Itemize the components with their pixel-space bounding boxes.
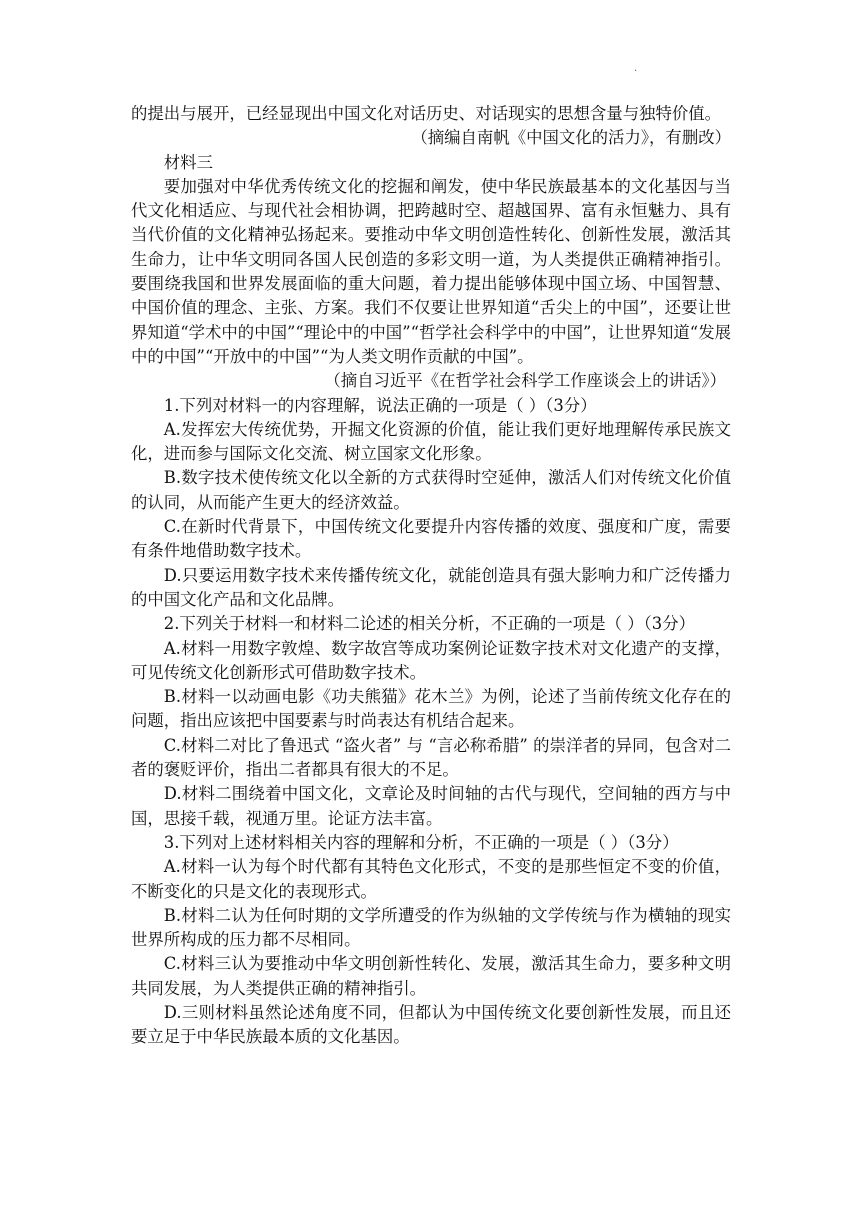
option-a: A.材料一认为每个时代都有其特色文化形式，不变的是那些恒定不变的价值，不断变化的只是文化的表现形式。 bbox=[131, 857, 731, 901]
intro-paragraph: 的提出与展开，已经显现出中国文化对话历史、对话现实的思想含量与独特价值。 bbox=[131, 104, 722, 123]
option-d: D.材料二围绕着中国文化，文章论及时间轴的古代与现代，空间轴的西方与中国，思接千载，视通万里。论证方法丰富。 bbox=[131, 784, 731, 828]
option-a: A.材料一用数字敦煌、数字故宫等成功案例论证数字技术对文化遗产的支撑，可见传统文化创新形式可借助数字技术。 bbox=[131, 638, 731, 682]
material3-source: （摘自习近平《在哲学社会科学工作座谈会上的讲话》） bbox=[324, 371, 726, 391]
option-d: D.只要运用数字技术来传播传统文化，就能创造具有强大影响力和广泛传播力的中国文化产品和文化品牌。 bbox=[131, 565, 731, 609]
question-3 bbox=[131, 831, 731, 1050]
option-c: C.材料二对比了鲁迅式 “盗火者” 与 “言必称希腊” 的崇洋者的异同，包含对二者的褒贬评价，指出二者都具有很大的不足。 bbox=[131, 735, 731, 780]
option-b: B.数字技术使传统文化以全新的方式获得时空延伸，激活人们对传统文化价值的认同，从而能产生更大的经济效益。 bbox=[131, 468, 731, 512]
question-stem: 3.下列对上述材料相关内容的理解和分析，不正确的一项是（ ）（3分） bbox=[163, 832, 679, 852]
option-d: D.三则材料虽然论述角度不同，但都认为中国传统文化要创新性发展，而且还要立足于中华民族最本质的文化基因。 bbox=[131, 1002, 731, 1047]
material3-heading: 材料三 bbox=[163, 152, 213, 172]
document-body bbox=[131, 102, 731, 1050]
question-2 bbox=[131, 612, 731, 831]
material3-body: 要加强对中华优秀传统文化的挖掘和阐发，使中华民族最基本的文化基因与当代文化相适应、与现代社会相协调，把跨越时空、超越国界、富有永恒魅力、具有当代价值的文化精神弘扬起来。要推动中华文明创造性转化、创新性发展，激活其生命力，让中华文明同各国人民创造的多彩文明一道，为人类提供正确精神指引。要围绕我国和世界发展面临的重大问题，着力提出能够体现中国立场、中国智慧、中国价值的理念、主张、方案。我们不仅要让世界知道“舌尖上的中国”，还要让世界知道“学术中的中国”“理论中的中国”“哲学社会科学中的中国”，让世界知道“发展中的中国”“开放中的中国”“为人类文明作贡献的中国”。 bbox=[131, 176, 731, 366]
option-c: C.在新时代背景下，中国传统文化要提升内容传播的效度、强度和广度，需要有条件地借助数字技术。 bbox=[131, 517, 731, 561]
question-stem: 1.下列对材料一的内容理解，说法正确的一项是（ ）（3分） bbox=[163, 395, 597, 415]
option-b: B.材料一以动画电影《功夫熊猫》花木兰》为例，论述了当前传统文化存在的问题，指出应该把中国要素与时尚表达有机结合起来。 bbox=[131, 687, 731, 731]
question-1 bbox=[131, 394, 731, 613]
page-mark: · bbox=[634, 66, 638, 77]
question-stem: 2.下列关于材料一和材料二论述的相关分析，不正确的一项是（ ）（3分） bbox=[163, 614, 695, 634]
material2-source: （摘编自南帆《中国文化的活力》，有删改） bbox=[411, 128, 731, 148]
option-b: B.材料二认为任何时期的文学所遭受的作为纵轴的文学传统与作为横轴的现实世界所构成的压力都不尽相同。 bbox=[131, 905, 731, 950]
option-c: C.材料三认为要推动中华文明创新性转化、发展，激活其生命力，要多种文明共同发展，为人类提供正确的精神指引。 bbox=[131, 954, 731, 998]
option-a: A.发挥宏大传统优势，开掘文化资源的价值，能让我们更好地理解传承民族文化，进而参与国际文化交流、树立国家文化形象。 bbox=[131, 419, 731, 464]
